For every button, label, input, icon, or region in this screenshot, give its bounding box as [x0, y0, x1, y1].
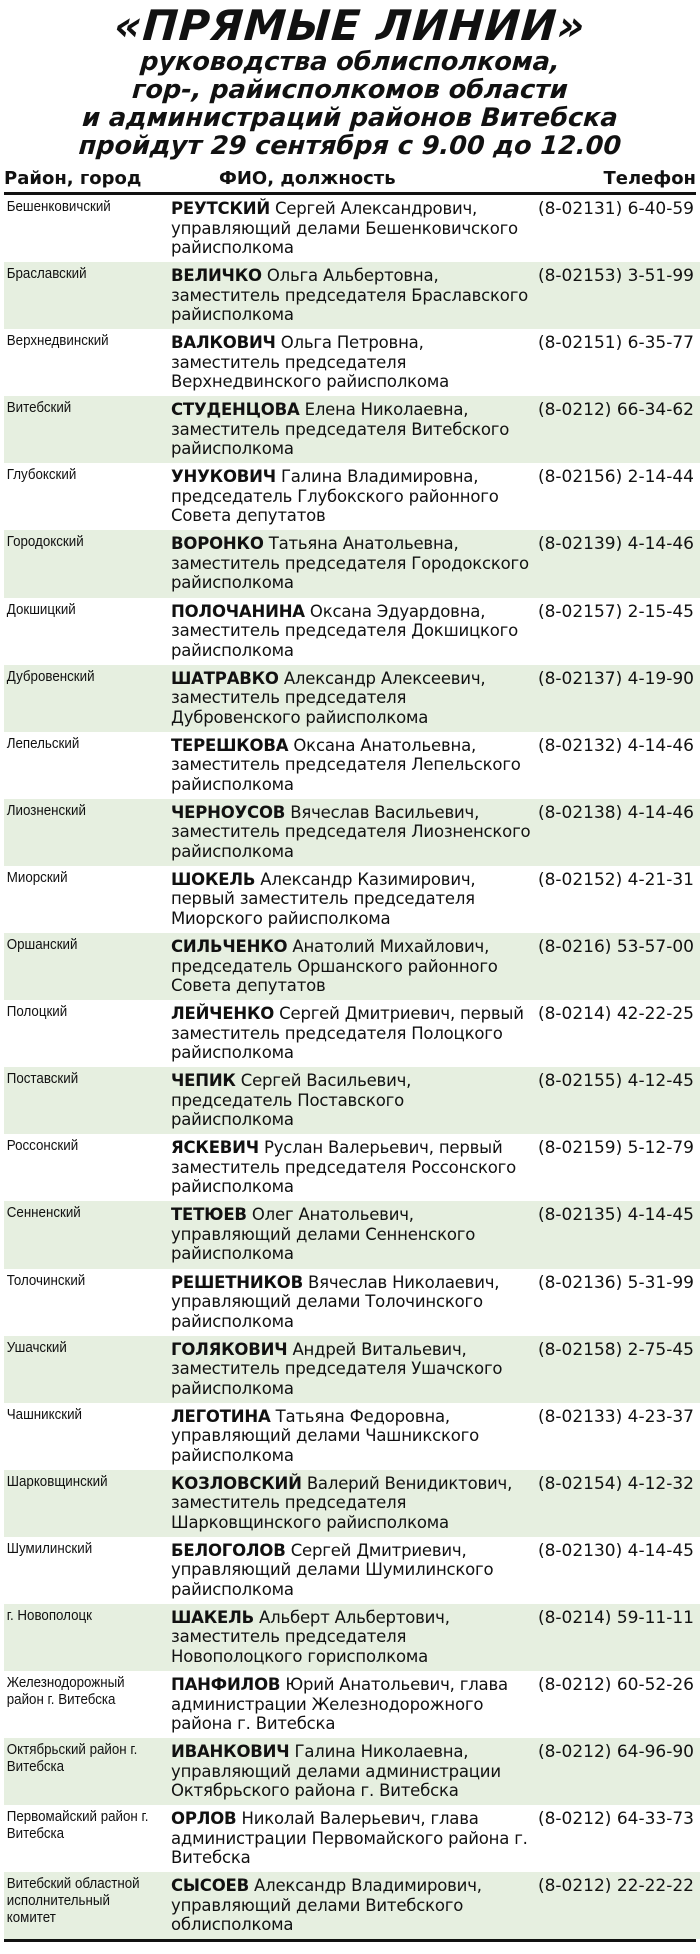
person-given-name: Николай Валерьевич	[241, 1809, 421, 1829]
district-cell: Сенненский	[6, 1205, 81, 1222]
person-surname: ВОРОНКО	[171, 534, 264, 554]
district-cell: Докшицкий	[6, 601, 76, 618]
table-row	[4, 1269, 700, 1336]
phone-cell: (8-02137) 4-19-90	[537, 668, 694, 689]
table-row	[4, 598, 700, 665]
person-surname: РЕШЕТНИКОВ	[171, 1272, 303, 1292]
district-cell: Россонский	[6, 1138, 79, 1155]
phone-cell: (8-0214) 42-22-25	[537, 1004, 694, 1025]
district-cell: Железнодорожный район г. Витебска	[6, 1675, 125, 1709]
person-surname: ЯСКЕВИЧ	[171, 1138, 259, 1158]
person-position: заместитель председателя Городокского райисполкома	[171, 553, 529, 593]
person-surname: ПАНФИЛОВ	[171, 1675, 281, 1695]
table-row	[4, 933, 700, 1000]
subtitle-line-1: руководства облисполкома,	[139, 47, 561, 77]
table-row	[4, 1201, 700, 1268]
person-given-name: Галина Владимировна	[280, 467, 474, 487]
phone-cell: (8-02159) 5-12-79	[537, 1138, 694, 1159]
district-cell: г. Новополоцк	[6, 1607, 93, 1624]
table-row	[4, 329, 700, 396]
person-cell: РЕШЕТНИКОВ Вячеслав Николаевич, управляющий делами Толочинского райисполкома	[171, 1272, 500, 1331]
person-cell: УНУКОВИЧ Галина Владимировна, председатель Глубокского районного Совета депутатов	[171, 467, 499, 526]
person-position: управляющий делами Витебского облисполкома	[171, 1895, 464, 1935]
person-given-name: Олег Анатольевич	[251, 1205, 409, 1225]
person-position: заместитель председателя Браславского райисполкома	[171, 285, 529, 325]
person-surname: ТЕТЮЕВ	[171, 1205, 247, 1225]
person-surname: ВЕЛИЧКО	[171, 266, 262, 286]
person-given-name: Сергей Васильевич	[240, 1071, 407, 1091]
table-row	[4, 799, 700, 866]
phone-cell: (8-0214) 59-11-11	[537, 1607, 694, 1628]
phone-cell: (8-02139) 4-14-46	[537, 534, 694, 555]
person-cell: ЛЕЙЧЕНКО Сергей Дмитриевич, первый заместитель председателя Полоцкого райисполкома	[171, 1004, 524, 1063]
person-surname: БЕЛОГОЛОВ	[171, 1540, 286, 1560]
phone-cell: (8-02132) 4-14-46	[537, 735, 694, 756]
district-cell: Поставский	[6, 1071, 79, 1088]
table-row	[4, 1805, 700, 1872]
person-position: управляющий делами Чашникского райисполкома	[171, 1426, 479, 1465]
person-cell: СЫСОЕВ Александр Владимирович, управляющий делами Витебского облисполкома	[171, 1876, 482, 1935]
person-given-name: Сергей Александрович	[275, 199, 473, 218]
person-cell: РЕУТСКИЙ Сергей Александрович, управляющий делами Бешенковичского райисполкома	[171, 199, 518, 257]
district-cell: Дубровенский	[6, 668, 95, 685]
table-row	[4, 1738, 700, 1805]
phone-cell: (8-02136) 5-31-99	[537, 1272, 694, 1293]
person-given-name: Татьяна Федоровна	[275, 1406, 445, 1426]
subtitle-line-2: гор-, райисполкомов области	[131, 75, 569, 105]
person-cell: ВОРОНКО Татьяна Анатольевна, заместитель председателя Городокского райисполкома	[171, 534, 529, 593]
phone-cell: (8-02154) 4-12-32	[537, 1473, 694, 1494]
person-given-name: Вячеслав Васильевич	[290, 802, 475, 822]
person-cell: ИВАНКОВИЧ Галина Николаевна, управляющий делами администрации Октябрьского района г. Витебска	[171, 1742, 501, 1801]
phone-cell: (8-02135) 4-14-45	[537, 1205, 694, 1226]
person-position: управляющий делами администрации Октябрьского района г. Витебска	[171, 1761, 501, 1801]
person-given-name: Ольга Альбертовна	[266, 266, 434, 286]
district-cell: Толочинский	[6, 1272, 86, 1289]
person-cell: ТЕРЕШКОВА Оксана Анатольевна, заместитель председателя Лепельского райисполкома	[171, 735, 521, 794]
table-row	[4, 1604, 700, 1671]
table-row	[4, 1537, 700, 1604]
person-position: первый заместитель председателя Россонского райисполкома	[171, 1138, 516, 1197]
person-given-name: Андрей Витальевич	[292, 1339, 462, 1359]
person-given-name: Сергей Дмитриевич	[290, 1540, 462, 1560]
person-surname: КОЗЛОВСКИЙ	[171, 1473, 302, 1493]
table-row	[4, 1067, 700, 1134]
bottom-rule	[4, 1939, 696, 1942]
person-position: глава администрации Железнодорожного района г. Витебска	[171, 1675, 508, 1734]
table-row	[4, 1470, 700, 1537]
person-position: заместитель председателя Лепельского райисполкома	[171, 755, 521, 794]
person-given-name: Оксана Анатольевна	[293, 735, 472, 755]
person-surname: ЛЕГОТИНА	[171, 1406, 271, 1426]
district-cell: Чашникский	[6, 1406, 82, 1423]
table-row	[4, 732, 700, 799]
person-given-name: Валерий Венидиктович	[306, 1473, 508, 1493]
person-position: заместитель председателя Витебского райисполкома	[171, 419, 510, 459]
district-cell: Бешенковичский	[6, 199, 111, 215]
person-given-name: Альберт Альбертович	[259, 1607, 445, 1627]
person-position: управляющий делами Толочинского райисполкома	[171, 1292, 483, 1331]
person-position: председатель Глубокского районного Совета депутатов	[171, 486, 499, 526]
person-cell: ЧЕРНОУСОВ Вячеслав Васильевич, заместитель председателя Лиозненского райисполкома	[171, 802, 531, 861]
person-cell: БЕЛОГОЛОВ Сергей Дмитриевич, управляющий делами Шумилинского райисполкома	[171, 1540, 494, 1599]
table-row	[4, 1336, 700, 1403]
district-cell: Миорский	[6, 869, 68, 886]
person-given-name: Александр Алексеевич	[283, 668, 481, 688]
table-row	[4, 1872, 700, 1939]
person-cell: ЛЕГОТИНА Татьяна Федоровна, управляющий делами Чашникского райисполкома	[171, 1406, 479, 1465]
table-row	[4, 665, 700, 732]
person-position: управляющий делами Шумилинского райисполкома	[171, 1560, 494, 1599]
person-position: первый заместитель председателя Миорского райисполкома	[171, 889, 475, 928]
person-given-name: Анатолий Михайлович	[292, 937, 485, 957]
phone-cell: (8-0216) 53-57-00	[537, 937, 694, 958]
column-header-name: ФИО, должность	[219, 167, 396, 189]
person-given-name: Александр Казимирович	[260, 869, 471, 889]
district-cell: Глубокский	[6, 467, 77, 484]
person-position: заместитель председателя Верхнедвинского райисполкома	[171, 352, 449, 392]
person-surname: ШОКЕЛЬ	[171, 869, 256, 889]
table-row	[4, 530, 700, 597]
person-position: председатель Поставского райисполкома	[171, 1090, 404, 1130]
table-row	[4, 866, 700, 933]
phone-cell: (8-02131) 6-40-59	[537, 199, 694, 219]
person-cell: СТУДЕНЦОВА Елена Николаевна, заместитель председателя Витебского райисполкома	[171, 400, 510, 459]
person-position: заместитель председателя Новополоцкого горисполкома	[171, 1627, 429, 1666]
person-cell: ШАТРАВКО Александр Алексеевич, заместитель председателя Дубровенского райисполкома	[171, 668, 486, 727]
phone-cell: (8-0212) 66-34-62	[537, 400, 694, 421]
person-given-name: Руслан Валерьевич	[263, 1138, 429, 1158]
person-cell: КОЗЛОВСКИЙ Валерий Венидиктович, заместитель председателя Шарковщинского райисполкома	[171, 1473, 513, 1532]
person-cell: ЯСКЕВИЧ Руслан Валерьевич, первый заместитель председателя Россонского райисполкома	[171, 1138, 516, 1197]
page-title: «ПРЯМЫЕ ЛИНИИ»	[112, 1, 588, 50]
district-cell: Полоцкий	[6, 1004, 68, 1021]
phone-cell: (8-02156) 2-14-44	[537, 467, 694, 488]
district-cell: Оршанский	[6, 937, 78, 954]
person-given-name: Александр Владимирович	[254, 1876, 477, 1896]
district-cell: Шарковщинский	[6, 1473, 108, 1490]
person-given-name: Вячеслав Николаевич	[308, 1272, 495, 1292]
table-row	[4, 1134, 700, 1201]
phone-cell: (8-02138) 4-14-46	[537, 802, 694, 823]
district-cell: Городокский	[6, 534, 84, 551]
contacts-table	[4, 195, 700, 1939]
person-position: первый заместитель председателя Полоцкого райисполкома	[171, 1004, 524, 1063]
person-surname: ШАТРАВКО	[171, 668, 279, 688]
phone-cell: (8-02155) 4-12-45	[537, 1071, 694, 1092]
subtitle-line-4: пройдут 29 сентября с 9.00 до 12.00	[77, 131, 623, 161]
person-surname: ИВАНКОВИЧ	[171, 1742, 290, 1762]
person-cell: ЧЕПИК Сергей Васильевич, председатель Поставского райисполкома	[171, 1071, 412, 1130]
person-surname: ЛЕЙЧЕНКО	[171, 1004, 275, 1024]
district-cell: Витебский областной исполнительный комитет	[6, 1876, 140, 1927]
person-cell: ВАЛКОВИЧ Ольга Петровна, заместитель председателя Верхнедвинского райисполкома	[171, 333, 449, 392]
district-cell: Шумилинский	[6, 1540, 93, 1557]
phone-cell: (8-0212) 64-33-73	[537, 1809, 694, 1830]
person-surname: ОРЛОВ	[171, 1809, 237, 1829]
district-cell: Лиозненский	[6, 802, 86, 819]
person-surname: ЧЕПИК	[171, 1071, 236, 1091]
district-cell: Верхнедвинский	[6, 333, 109, 350]
person-given-name: Оксана Эдуардовна	[309, 601, 481, 621]
table-row	[4, 463, 700, 530]
subtitle-line-3: и администраций районов Витебска	[81, 103, 619, 133]
person-given-name: Татьяна Анатольевна	[268, 534, 454, 554]
district-cell: Ушачский	[6, 1339, 67, 1356]
table-row	[4, 1671, 700, 1738]
person-position: заместитель председателя Докшицкого райисполкома	[171, 621, 519, 660]
person-position: председатель Оршанского районного Совета депутатов	[171, 956, 498, 996]
person-surname: СИЛЬЧЕНКО	[171, 937, 288, 957]
person-surname: ВАЛКОВИЧ	[171, 333, 276, 353]
district-cell: Лепельский	[6, 735, 80, 752]
table-row	[4, 1000, 700, 1067]
table-header	[0, 164, 700, 192]
person-cell: ГОЛЯКОВИЧ Андрей Витальевич, заместитель председателя Ушачского райисполкома	[171, 1339, 503, 1398]
phone-cell: (8-0212) 60-52-26	[537, 1675, 694, 1696]
phone-cell: (8-02133) 4-23-37	[537, 1406, 694, 1427]
phone-cell: (8-0212) 64-96-90	[537, 1742, 694, 1763]
person-surname: УНУКОВИЧ	[171, 467, 276, 487]
person-cell: ОРЛОВ Николай Валерьевич, глава администрации Первомайского района г. Витебска	[171, 1809, 528, 1868]
table-row	[4, 396, 700, 463]
person-position: управляющий делами Бешенковичского райисполкома	[171, 218, 518, 257]
person-cell: ШАКЕЛЬ Альберт Альбертович, заместитель председателя Новополоцкого горисполкома	[171, 1607, 450, 1666]
phone-cell: (8-02151) 6-35-77	[537, 333, 694, 354]
district-cell: Витебский	[6, 400, 72, 417]
table-row	[4, 262, 700, 329]
phone-cell: (8-0212) 22-22-22	[537, 1876, 694, 1897]
person-surname: СТУДЕНЦОВА	[171, 400, 300, 420]
person-given-name: Юрий Анатольевич	[285, 1675, 450, 1695]
phone-cell: (8-02158) 2-75-45	[537, 1339, 694, 1360]
person-surname: РЕУТСКИЙ	[171, 199, 270, 218]
district-cell: Браславский	[6, 266, 87, 283]
phone-cell: (8-02153) 3-51-99	[537, 266, 694, 287]
person-cell: ВЕЛИЧКО Ольга Альбертовна, заместитель председателя Браславского райисполкома	[171, 266, 529, 325]
person-position: заместитель председателя Дубровенского райисполкома	[171, 688, 429, 727]
person-surname: ГОЛЯКОВИЧ	[171, 1339, 288, 1359]
phone-cell: (8-02157) 2-15-45	[537, 601, 694, 622]
person-given-name: Сергей Дмитриевич	[279, 1004, 450, 1024]
person-surname: ПОЛОЧАНИНА	[171, 601, 305, 621]
person-given-name: Елена Николаевна	[304, 400, 464, 420]
person-surname: ТЕРЕШКОВА	[171, 735, 289, 755]
person-surname: ЧЕРНОУСОВ	[171, 802, 286, 822]
person-given-name: Галина Николаевна	[294, 1742, 464, 1762]
person-surname: СЫСОЕВ	[171, 1876, 249, 1896]
person-cell: ПОЛОЧАНИНА Оксана Эдуардовна, заместитель председателя Докшицкого райисполкома	[171, 601, 519, 660]
person-position: заместитель председателя Ушачского райисполкома	[171, 1359, 503, 1398]
person-cell: ТЕТЮЕВ Олег Анатольевич, управляющий делами Сенненского райисполкома	[171, 1205, 476, 1264]
table-row	[4, 1403, 700, 1470]
person-cell: ПАНФИЛОВ Юрий Анатольевич, глава администрации Железнодорожного района г. Витебска	[171, 1675, 508, 1734]
person-position: заместитель председателя Лиозненского райисполкома	[171, 822, 531, 861]
column-header-district: Район, город	[4, 167, 142, 189]
phone-cell: (8-02130) 4-14-45	[537, 1540, 694, 1561]
person-position: заместитель председателя Шарковщинского райисполкома	[171, 1493, 449, 1532]
page-header	[0, 0, 700, 160]
person-surname: ШАКЕЛЬ	[171, 1607, 254, 1627]
person-cell: ШОКЕЛЬ Александр Казимирович, первый заместитель председателя Миорского райисполкома	[171, 869, 476, 928]
district-cell: Октябрьский район г. Витебска	[6, 1742, 138, 1776]
person-position: управляющий делами Сенненского райисполкома	[171, 1224, 476, 1264]
phone-cell: (8-02152) 4-21-31	[537, 869, 694, 890]
district-cell: Первомайский район г. Витебска	[6, 1809, 149, 1843]
table-row	[4, 195, 700, 262]
person-given-name: Ольга Петровна	[280, 333, 419, 353]
person-cell: СИЛЬЧЕНКО Анатолий Михайлович, председатель Оршанского районного Совета депутатов	[171, 937, 498, 996]
person-position: глава администрации Первомайского района г. Витебска	[171, 1809, 528, 1868]
column-header-phone: Телефон	[603, 167, 696, 189]
